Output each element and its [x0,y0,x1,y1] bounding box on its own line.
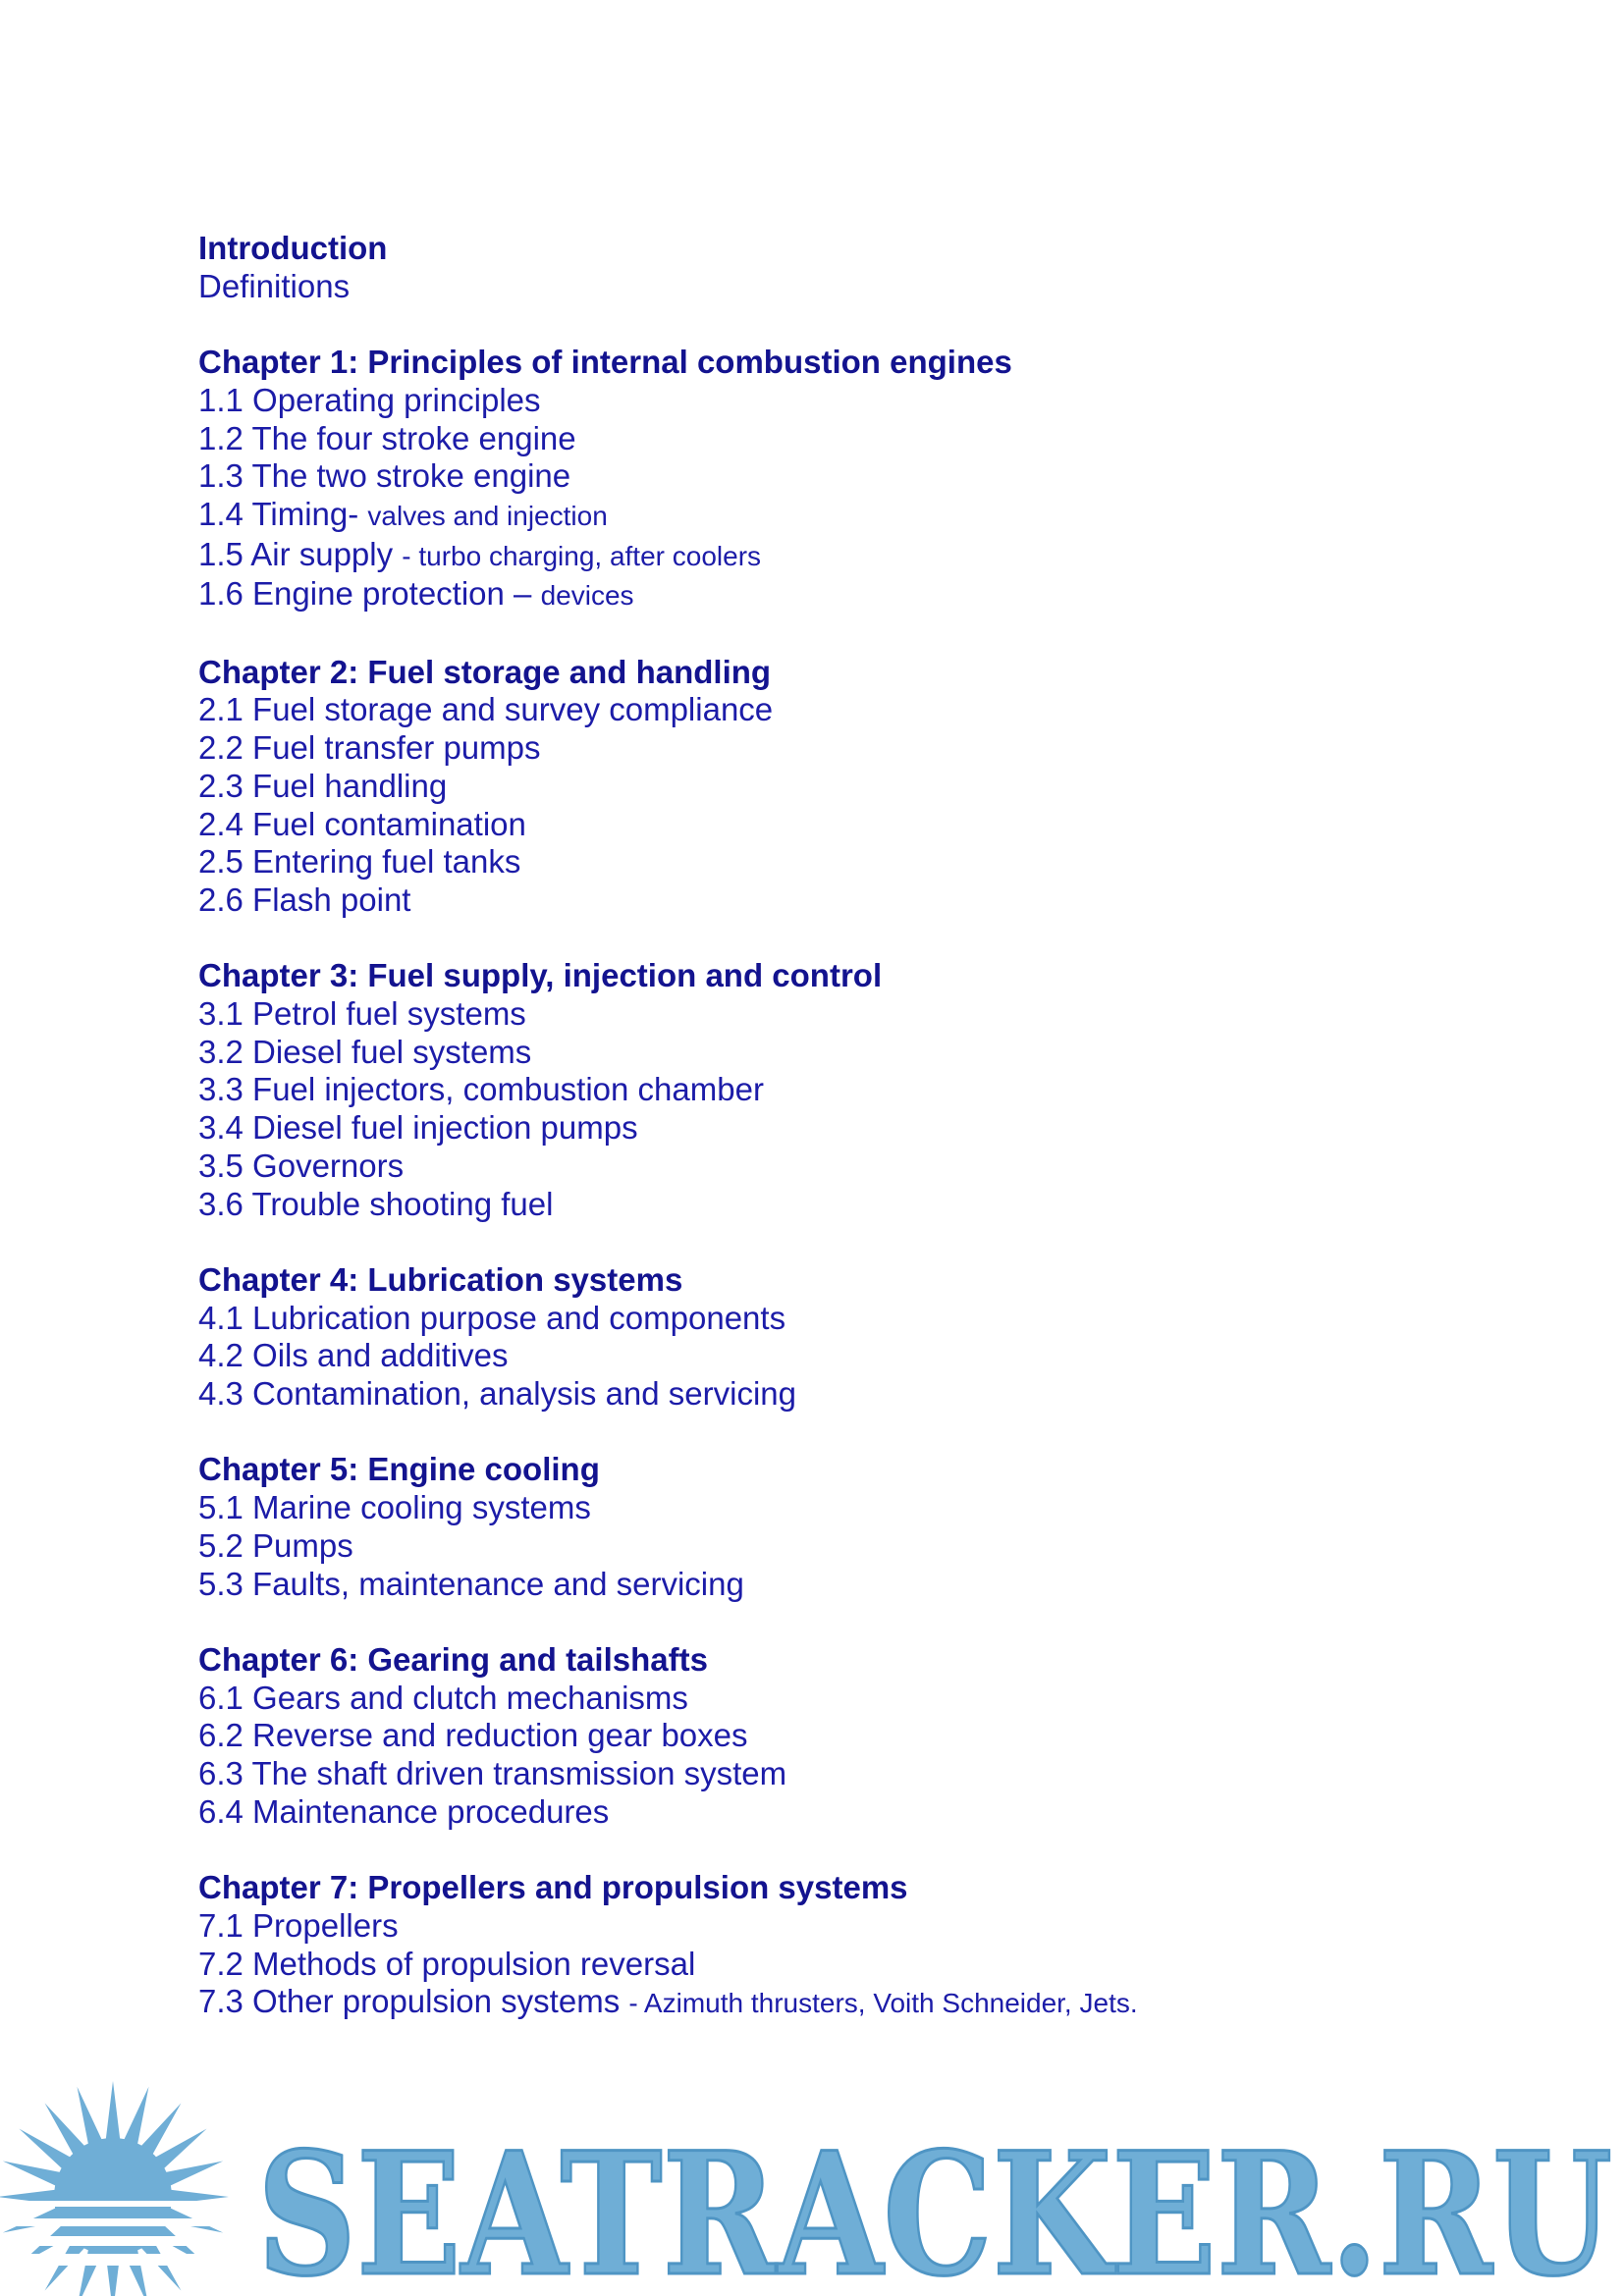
toc-entry-text: 5.1 Marine cooling systems [198,1489,591,1526]
toc-entry-text: 3.1 Petrol fuel systems [198,995,526,1033]
toc-entry-text: 5.3 Faults, maintenance and servicing [198,1565,744,1602]
toc-entry [198,1793,1475,1832]
table-of-contents [198,230,1475,2023]
chapter-section-4 [198,1261,1475,1414]
sunburst-icon [0,2081,229,2296]
toc-entry [198,1680,1475,1718]
chapter-heading: Chapter 3: Fuel supply, injection and control [198,957,883,994]
chapter-section-2 [198,654,1475,920]
toc-entry-text: 6.4 Maintenance procedures [198,1792,610,1830]
toc-entry [198,1755,1475,1793]
chapter-heading: Chapter 1: Principles of internal combustion engines [198,344,1012,381]
toc-entry [198,1375,1475,1414]
toc-entry-text: 2.2 Fuel transfer pumps [198,729,541,767]
toc-entry [198,843,1475,881]
toc-entry-text: 6.3 The shaft driven transmission system [198,1755,787,1792]
chapter-section-1 [198,344,1475,615]
toc-entry-text: 1.6 Engine protection – [198,575,541,613]
toc-entry [198,1717,1475,1755]
toc-entry-subtext: valves and injection [367,500,608,531]
chapter-heading: Chapter 2: Fuel storage and handling [198,653,772,690]
toc-entry [198,1071,1475,1109]
toc-entry-text: 1.5 Air supply [198,535,403,572]
toc-entry-text: 1.3 The two stroke engine [198,457,571,495]
toc-entry-text: 5.2 Pumps [198,1526,353,1564]
toc-entry [198,995,1475,1034]
section-spacer [198,920,1475,958]
toc-entry [198,806,1475,844]
chapter-heading: Chapter 7: Propellers and propulsion systems [198,1869,908,1906]
toc-entry [198,768,1475,806]
toc-entry [198,1527,1475,1566]
toc-entry-text: 1.1 Operating principles [198,381,541,418]
toc-entry [198,1034,1475,1072]
chapter-heading: Chapter 5: Engine cooling [198,1451,600,1488]
toc-entry [198,457,1475,496]
toc-entry-text: 7.1 Propellers [198,1906,399,1944]
toc-entry [198,1337,1475,1375]
toc-entry [198,575,1475,615]
chapter-list [198,305,1475,2023]
toc-entry [198,1300,1475,1338]
toc-entry-text: 4.1 Lubrication purpose and components [198,1299,786,1336]
toc-entry-text: 3.3 Fuel injectors, combustion chamber [198,1071,764,1108]
toc-entry-subtext: devices [540,580,634,612]
chapter-section-7 [198,1869,1475,2023]
toc-entry-text: Definitions [198,267,351,304]
toc-entry [198,729,1475,768]
toc-entry [198,881,1475,920]
toc-entry [198,1186,1475,1224]
toc-entry [198,1946,1475,1984]
chapter-heading: Chapter 4: Lubrication systems [198,1260,683,1298]
chapter-section-6 [198,1641,1475,1832]
toc-entry [198,1907,1475,1946]
watermark-text: SEATRACKER.RU [257,2114,1612,2296]
toc-entry [198,1109,1475,1148]
toc-entry-text: 2.5 Entering fuel tanks [198,843,521,881]
toc-entry-text: 2.1 Fuel storage and survey compliance [198,691,774,728]
toc-entry-text: 2.3 Fuel handling [198,767,448,804]
toc-entry [198,420,1475,458]
toc-entry-text: 3.4 Diesel fuel injection pumps [198,1109,638,1147]
toc-entry-text: 4.2 Oils and additives [198,1337,509,1374]
toc-entry [198,691,1475,729]
toc-entry-text: 1.2 The four stroke engine [198,419,576,456]
section-spacer [198,1603,1475,1641]
toc-entry [198,1148,1475,1186]
toc-entry-text: 3.5 Governors [198,1147,405,1184]
section-spacer [198,615,1475,654]
toc-entry-text: 4.3 Contamination, analysis and servicing [198,1375,797,1413]
toc-entry-text: 3.6 Trouble shooting fuel [198,1185,554,1222]
section-spacer [198,1831,1475,1869]
toc-entry [198,536,1475,576]
toc-entry-subtext: - Azimuth thrusters, Voith Schneider, Jets. [628,1988,1138,2019]
toc-entry-text: 6.2 Reverse and reduction gear boxes [198,1717,748,1754]
toc-entry [198,1566,1475,1604]
toc-entry [198,1983,1475,2023]
section-spacer [198,305,1475,344]
toc-entry [198,1489,1475,1527]
intro-section [198,230,1475,305]
toc-entry-text: 7.2 Methods of propulsion reversal [198,1945,696,1982]
toc-entry-subtext: - turbo charging, after coolers [402,540,762,571]
section-spacer [198,1414,1475,1452]
section-spacer [198,1223,1475,1261]
watermark-logo [0,2071,1624,2296]
intro-heading: Introduction [198,230,388,266]
chapter-heading: Chapter 6: Gearing and tailshafts [198,1640,708,1678]
toc-entry-text: 1.4 Timing- [198,495,368,532]
toc-entry-definitions [198,268,1475,306]
toc-entry [198,382,1475,420]
toc-entry-text: 7.3 Other propulsion systems [198,1983,629,2020]
chapter-section-5 [198,1451,1475,1603]
toc-entry-text: 3.2 Diesel fuel systems [198,1033,532,1070]
toc-entry-text: 2.4 Fuel contamination [198,805,526,842]
toc-entry-text: 6.1 Gears and clutch mechanisms [198,1679,688,1716]
toc-entry-text: 2.6 Flash point [198,881,411,918]
toc-entry [198,496,1475,536]
chapter-section-3 [198,957,1475,1223]
